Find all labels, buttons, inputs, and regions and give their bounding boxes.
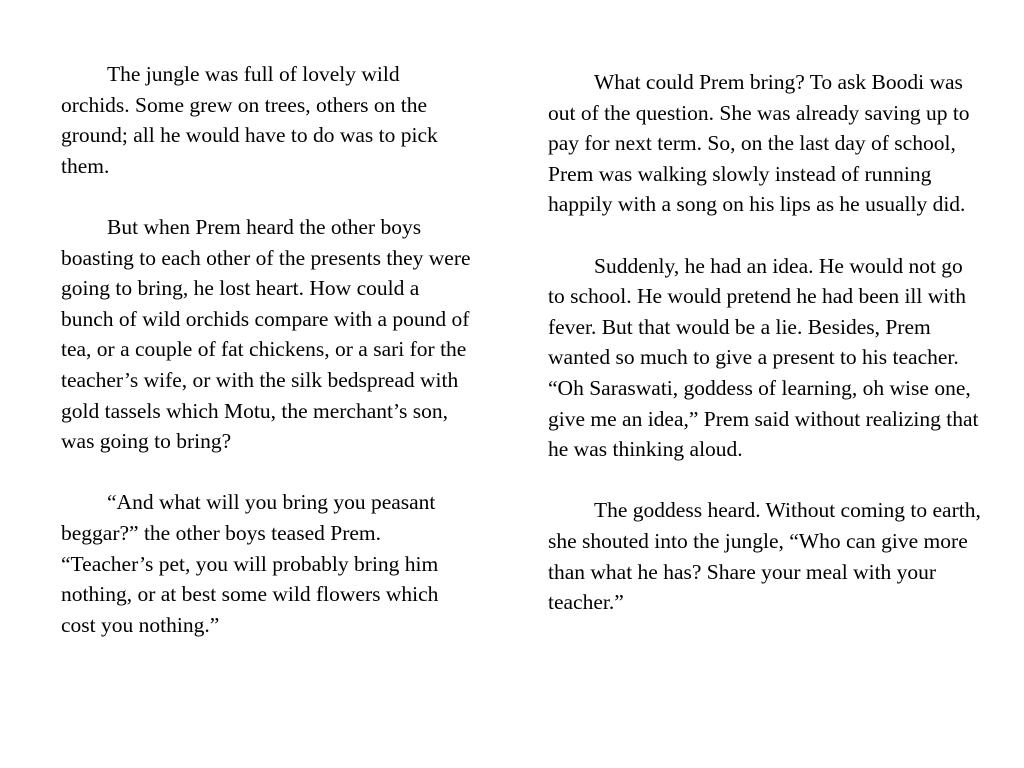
left-text-column (61, 59, 471, 640)
right-text-column (548, 67, 983, 618)
story-paragraph: “And what will you bring you peasant beggar?” the other boys teased Prem. “Teacher’s pet, you will probably bring him nothing, or at best some wild flowers which cost you nothing.” (61, 490, 439, 637)
story-paragraph: Suddenly, he had an idea. He would not go to school. He would pretend he had been ill with fever. But that would be a lie. Besides, Prem wanted so much to give a present to his teacher. “Oh Saraswati, goddess of learning, oh wise one, give me an idea,” Prem said without realizing that he was thinking aloud. (548, 253, 979, 462)
story-paragraph: But when Prem heard the other boys boasting to each other of the presents they were going to bring, he lost heart. How could a bunch of wild orchids compare with a pound of tea, or a couple of fat chickens, or a sari for the teacher’s wife, or with the silk bedspread with gold tassels which Motu, the merchant’s son, was going to bring? (61, 214, 471, 454)
story-paragraph: The goddess heard. Without coming to earth, she shouted into the jungle, “Who can give more than what he has? Share your meal with your teacher.” (548, 498, 981, 615)
story-paragraph: The jungle was full of lovely wild orchids. Some grew on trees, others on the ground; all he would have to do was to pick them. (61, 62, 438, 178)
story-paragraph: What could Prem bring? To ask Boodi was out of the question. She was already saving up to pay for next term. So, on the last day of school, Prem was walking slowly instead of running happily with a song on his lips as he usually did. (548, 70, 970, 217)
